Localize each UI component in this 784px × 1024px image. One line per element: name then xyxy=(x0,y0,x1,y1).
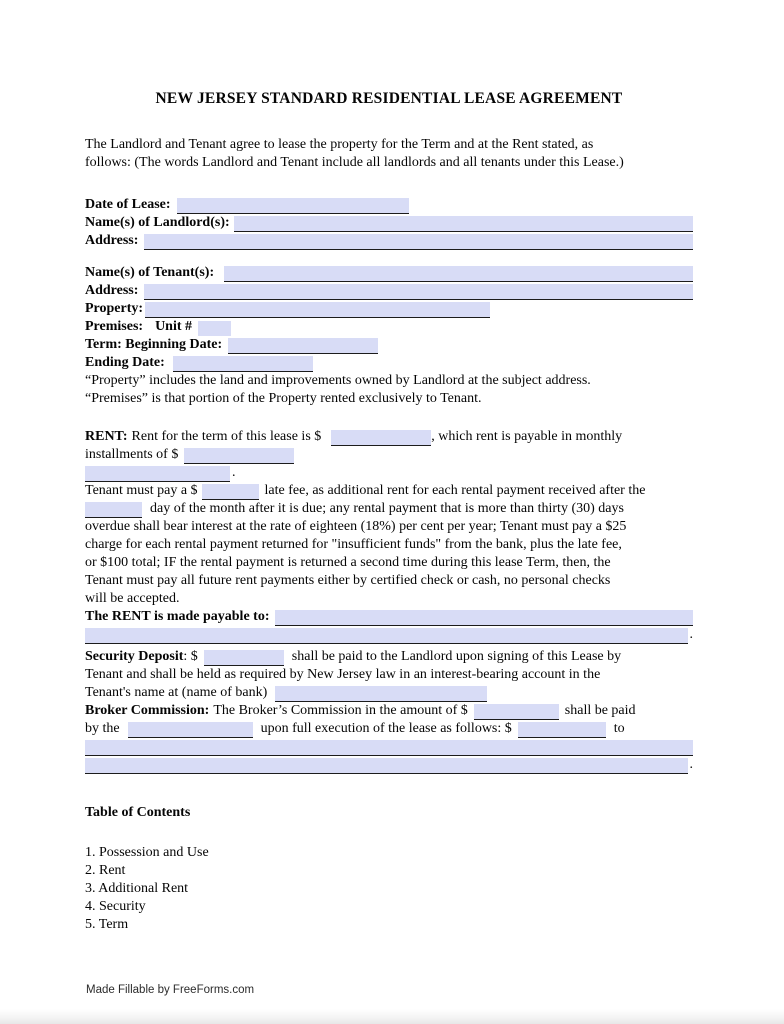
rent-text-1b: , which rent is payable in monthly xyxy=(431,429,623,444)
toc-item-4: 4. Security xyxy=(85,899,146,914)
tenant-names-row xyxy=(85,264,693,282)
broker-text-2c: to xyxy=(613,721,625,736)
bank-name-field[interactable] xyxy=(275,686,487,702)
unit-label: Unit # xyxy=(155,319,193,334)
document-title: NEW JERSEY STANDARD RESIDENTIAL LEASE AGREEMENT xyxy=(155,90,623,107)
rent-continuation-field[interactable] xyxy=(85,466,230,482)
rent-payable-field[interactable] xyxy=(275,610,693,626)
beginning-date-field[interactable] xyxy=(228,338,378,354)
late-fee-line-6: Tenant must pay all future rent payments either by certified check or cash, no personal checks xyxy=(85,573,611,588)
broker-payer-field[interactable] xyxy=(128,722,253,738)
broker-commission-label: Broker Commission: xyxy=(85,703,210,718)
tenant-address-row xyxy=(85,282,693,300)
late-fee-text-1b: late fee, as additional rent for each rental payment received after the xyxy=(264,483,646,498)
broker-continuation-field-2[interactable] xyxy=(85,758,688,774)
due-day-field[interactable] xyxy=(85,502,142,518)
rent-line-2 xyxy=(85,446,693,464)
unit-number-field[interactable] xyxy=(198,321,231,336)
tenant-names-field[interactable] xyxy=(224,266,693,282)
property-note: “Property” includes the land and improvements owned by Landlord at the subject address. xyxy=(85,373,591,388)
rent-payable-period: . xyxy=(689,627,693,642)
bank-name-label: Tenant's name at (name of bank) xyxy=(85,685,268,700)
rent-text-1a: Rent for the term of this lease is $ xyxy=(131,429,322,444)
rent-total-field[interactable] xyxy=(331,430,431,446)
date-of-lease-label: Date of Lease: xyxy=(85,197,171,212)
date-of-lease-field[interactable] xyxy=(177,198,409,214)
security-text-1a: : $ xyxy=(183,649,198,664)
rent-payable-row xyxy=(85,608,693,626)
late-fee-text-2b: day of the month after it is due; any rental payment that is more than thirty (30) days xyxy=(150,501,624,516)
premises-label: Premises: xyxy=(85,319,144,334)
late-fee-line-4: charge for each rental payment returned for "insufficient funds" from the bank, plus the late fee, xyxy=(85,537,622,552)
property-field[interactable] xyxy=(145,302,490,318)
premises-row xyxy=(85,318,693,336)
broker-continuation-field-1[interactable] xyxy=(85,740,693,756)
security-text-1b: shall be paid to the Landlord upon signing of this Lease by xyxy=(291,649,622,664)
tenant-address-field[interactable] xyxy=(144,284,693,300)
bank-name-row xyxy=(85,684,693,702)
property-label: Property: xyxy=(85,301,144,316)
broker-split-amount-field[interactable] xyxy=(518,722,606,738)
late-fee-line-1 xyxy=(85,482,693,500)
premises-note: “Premises” is that portion of the Property rented exclusively to Tenant. xyxy=(85,391,482,406)
ending-date-row xyxy=(85,354,693,372)
tenant-address-label: Address: xyxy=(85,283,139,298)
rent-heading: RENT: xyxy=(85,429,128,444)
toc-item-5: 5. Term xyxy=(85,917,129,932)
broker-text-1a: The Broker’s Commission in the amount of $ xyxy=(213,703,468,718)
ending-date-field[interactable] xyxy=(173,356,313,372)
broker-text-1b: shall be paid xyxy=(564,703,636,718)
term-beginning-label: Term: Beginning Date: xyxy=(85,337,223,352)
lease-document xyxy=(85,90,693,934)
late-fee-line-2 xyxy=(85,500,693,518)
rent-payable-row-2 xyxy=(85,626,693,644)
property-row xyxy=(85,300,693,318)
intro-line-2: follows: (The words Landlord and Tenant include all landlords and all tenants under this Lease.) xyxy=(85,155,624,170)
broker-continuation-row-2 xyxy=(85,756,693,774)
term-beginning-row xyxy=(85,336,693,354)
broker-amount-field[interactable] xyxy=(474,704,559,720)
tenant-names-label: Name(s) of Tenant(s): xyxy=(85,265,215,280)
rent-line-1 xyxy=(85,428,693,446)
landlord-names-field[interactable] xyxy=(234,216,693,232)
rent-payable-field-2[interactable] xyxy=(85,628,688,644)
broker-text-2a: by the xyxy=(85,721,120,736)
date-of-lease-row xyxy=(85,196,693,214)
landlord-address-field[interactable] xyxy=(144,234,693,250)
broker-continuation-row-1 xyxy=(85,738,693,756)
broker-text-2b: upon full execution of the lease as follows: $ xyxy=(260,721,512,736)
rent-monthly-field[interactable] xyxy=(184,448,294,464)
rent-text-2a: installments of $ xyxy=(85,447,179,462)
security-deposit-line-2: Tenant and shall be held as required by New Jersey law in an interest-bearing account in the xyxy=(85,667,601,682)
security-deposit-label: Security Deposit xyxy=(85,649,184,664)
late-fee-line-7: will be accepted. xyxy=(85,591,180,606)
broker-commission-line-1 xyxy=(85,702,693,720)
toc-item-2: 2. Rent xyxy=(85,863,126,878)
landlord-address-label: Address: xyxy=(85,233,139,248)
toc-item-3: 3. Additional Rent xyxy=(85,881,189,896)
landlord-address-row xyxy=(85,232,693,250)
late-fee-amount-field[interactable] xyxy=(202,484,259,500)
intro-line-1: The Landlord and Tenant agree to lease the property for the Term and at the Rent stated, as xyxy=(85,137,594,152)
fillable-credit: Made Fillable by FreeForms.com xyxy=(86,984,255,996)
security-deposit-line-1 xyxy=(85,648,693,666)
security-deposit-field[interactable] xyxy=(204,650,284,666)
late-fee-text-1a: Tenant must pay a $ xyxy=(85,483,198,498)
broker-period: . xyxy=(689,757,693,772)
broker-commission-line-2 xyxy=(85,720,693,738)
page-bottom-edge xyxy=(0,1009,784,1024)
rent-line-3 xyxy=(85,464,693,482)
toc-item-1: 1. Possession and Use xyxy=(85,845,209,860)
late-fee-line-3: overdue shall bear interest at the rate of eighteen (18%) per cent per year; Tenant must pay a $25 xyxy=(85,519,627,534)
ending-date-label: Ending Date: xyxy=(85,355,165,370)
landlord-names-row xyxy=(85,214,693,232)
rent-payable-label: The RENT is made payable to: xyxy=(85,609,270,624)
toc-heading: Table of Contents xyxy=(85,805,191,820)
rent-period: . xyxy=(232,465,236,480)
landlord-names-label: Name(s) of Landlord(s): xyxy=(85,215,230,230)
late-fee-line-5: or $100 total; IF the rental payment is returned a second time during this lease Term, then, the xyxy=(85,555,611,570)
